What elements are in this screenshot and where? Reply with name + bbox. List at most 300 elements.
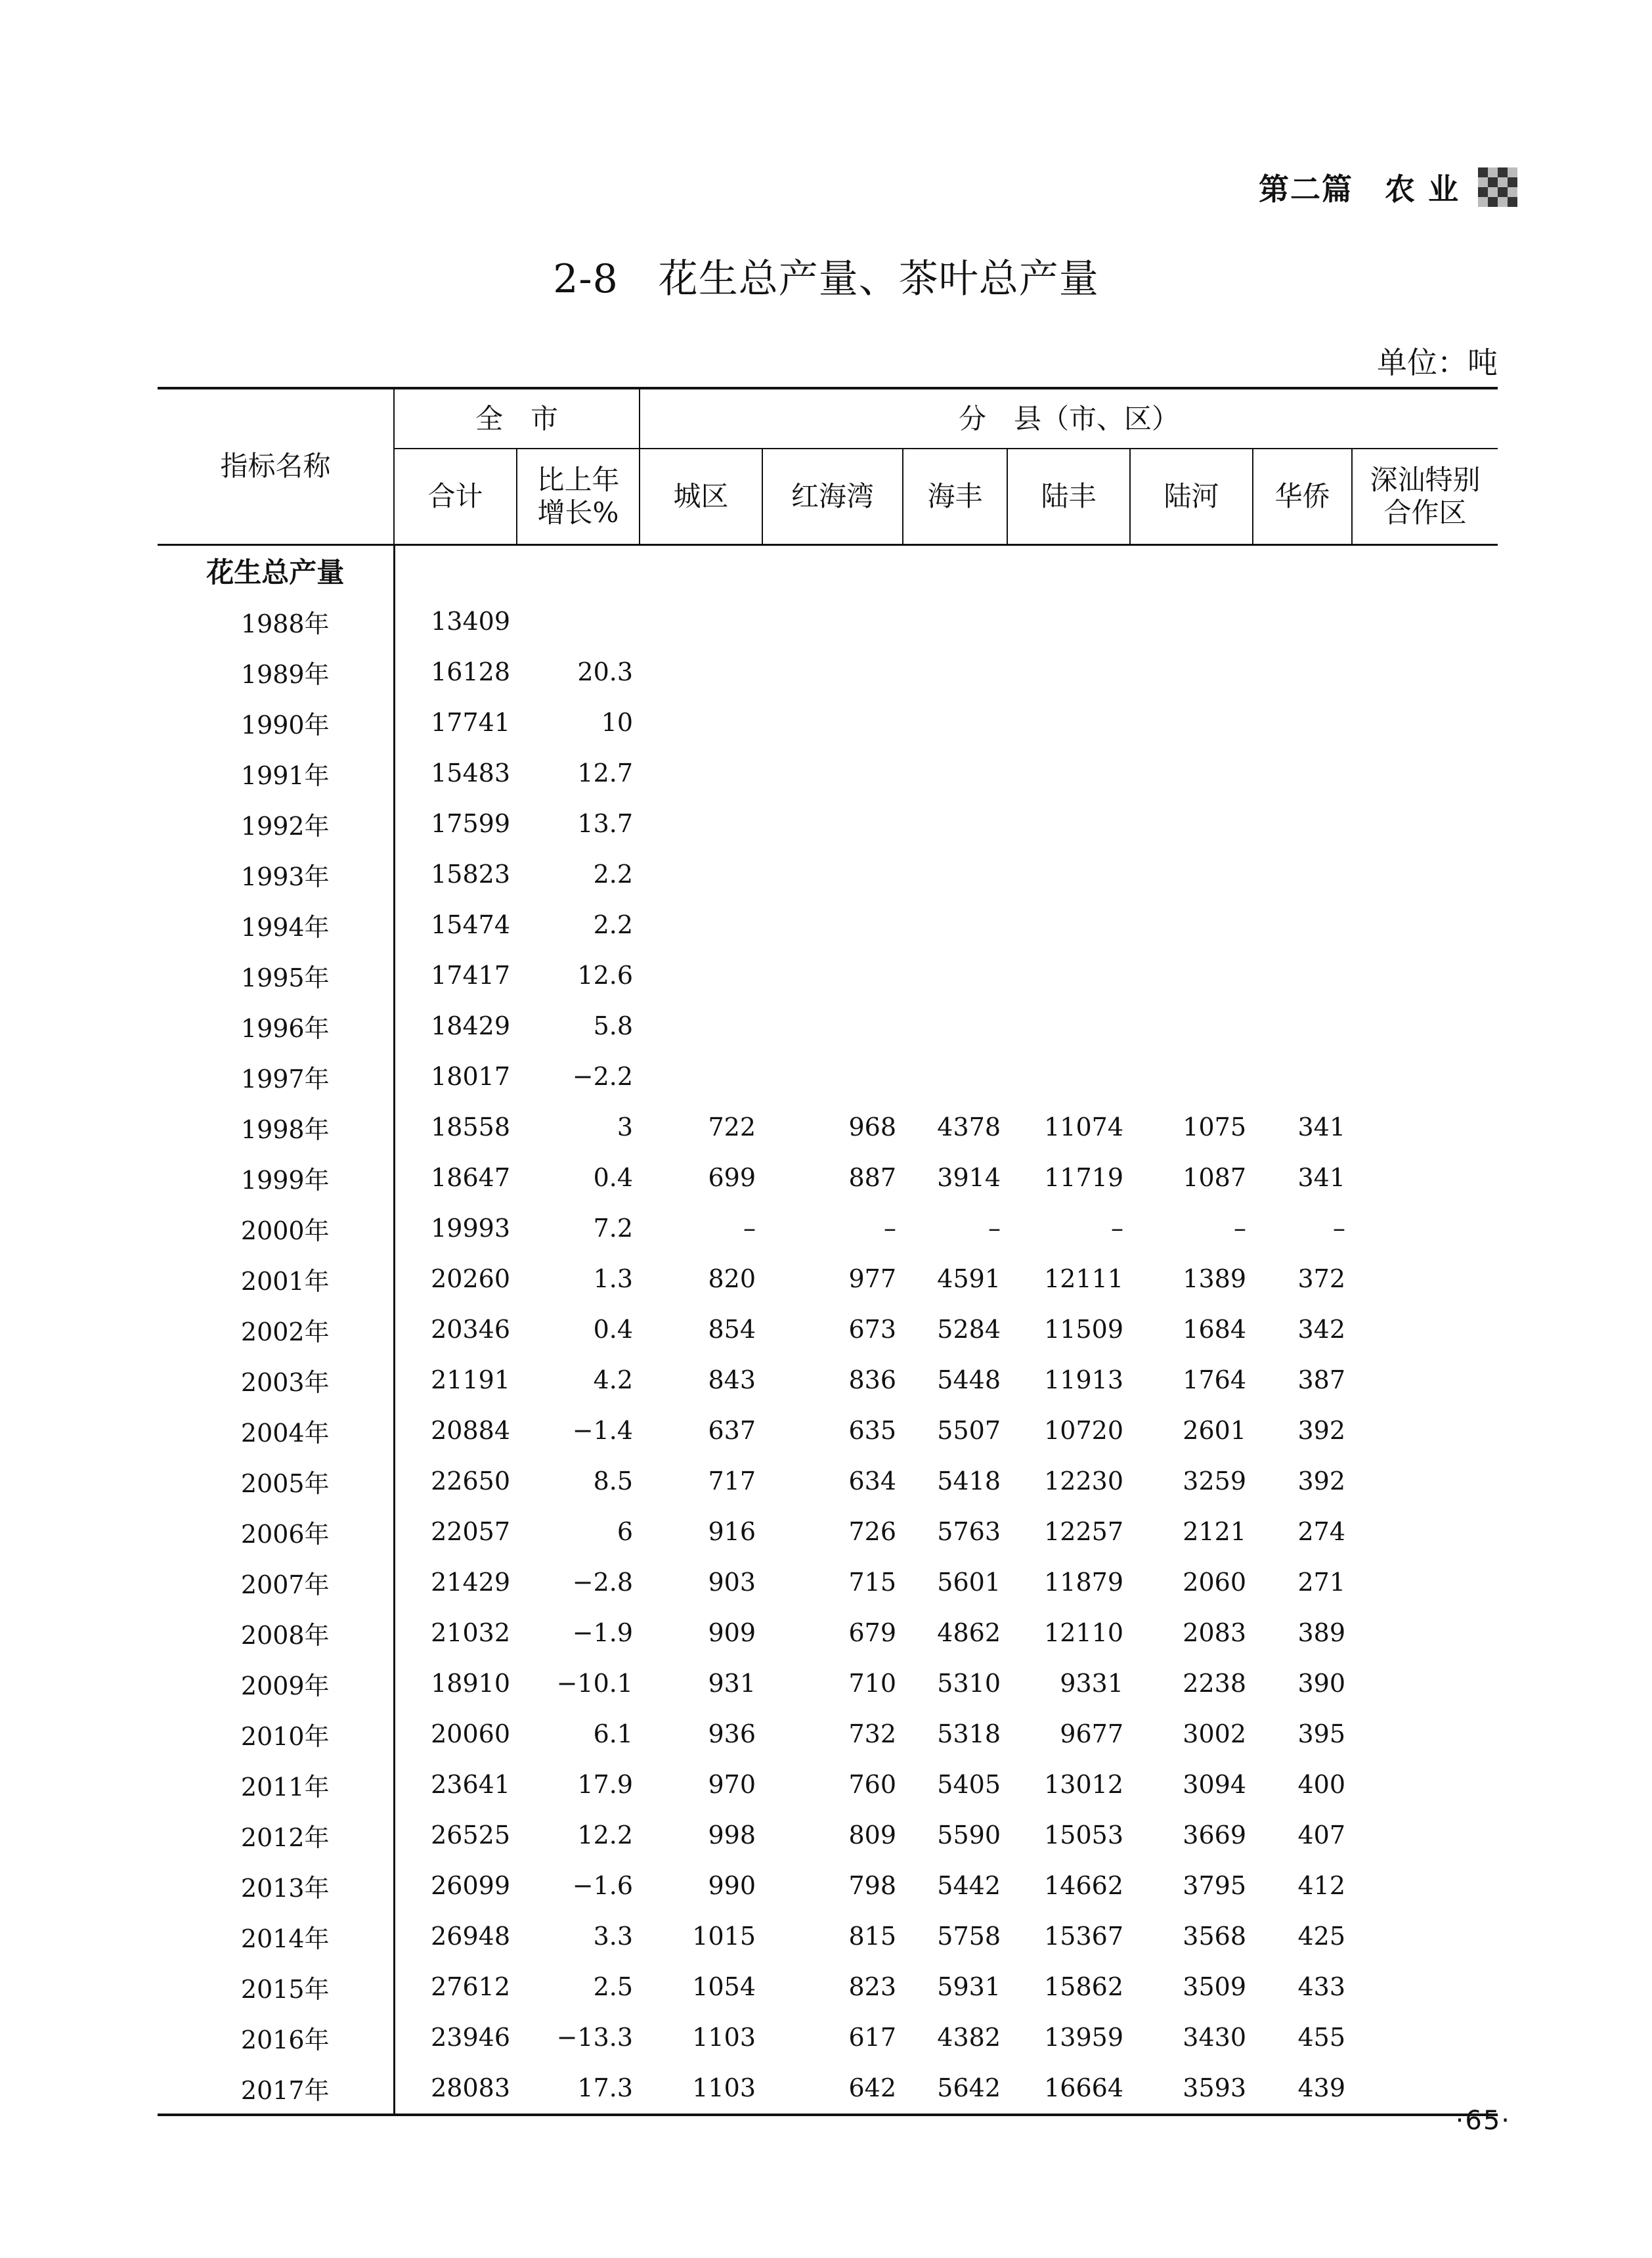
row-year: 1998年 <box>158 1102 394 1153</box>
cell-huaqiao <box>1253 1052 1352 1102</box>
cell-lufeng <box>1007 596 1130 647</box>
cell-honghaiwan <box>762 596 903 647</box>
cell-chengqu: 1103 <box>692 2073 756 2102</box>
cell-total: 28083 <box>431 2073 510 2102</box>
cell-shenshan <box>1352 1962 1498 2012</box>
cell-chengqu: 717 <box>708 1467 756 1495</box>
cell-huaqiao <box>1253 849 1352 900</box>
cell-chengqu: 843 <box>708 1365 756 1394</box>
cell-growth: −2.8 <box>572 1568 634 1597</box>
cell-honghaiwan <box>762 1001 903 1052</box>
cell-chengqu <box>640 1052 762 1102</box>
cell-growth: 2.2 <box>593 860 634 889</box>
cell-luhe: 1087 <box>1183 1163 1247 1192</box>
table-row <box>158 647 1498 697</box>
row-year: 2011年 <box>158 1760 394 1810</box>
cell-honghaiwan <box>762 900 903 950</box>
checker-ornament-icon <box>1478 167 1517 207</box>
cell-shenshan <box>1352 1861 1498 1911</box>
cell-huaqiao <box>1253 900 1352 950</box>
cell-luhe <box>1130 1052 1253 1102</box>
cell-shenshan <box>1352 1254 1498 1304</box>
cell-lufeng <box>1007 748 1130 799</box>
cell-honghaiwan <box>762 748 903 799</box>
cell-honghaiwan: 673 <box>848 1315 897 1344</box>
cell-growth: −10.1 <box>556 1669 634 1698</box>
cell-huaqiao: 342 <box>1297 1315 1346 1344</box>
row-year: 1996年 <box>158 1001 394 1052</box>
cell-total: 17599 <box>431 809 510 838</box>
cell-growth: −13.3 <box>556 2023 634 2052</box>
cell-growth: 8.5 <box>593 1467 634 1495</box>
cell-honghaiwan: 887 <box>848 1163 897 1192</box>
cell-shenshan <box>1352 1658 1498 1709</box>
table-row <box>158 1052 1498 1102</box>
row-year: 1995年 <box>158 950 394 1001</box>
table-row <box>158 2063 1498 2115</box>
cell-huaqiao: 392 <box>1297 1467 1346 1495</box>
cell-chengqu <box>640 799 762 849</box>
cell-lufeng: 11509 <box>1044 1315 1124 1344</box>
cell-shenshan <box>1352 647 1498 697</box>
cell-honghaiwan: 968 <box>848 1113 897 1141</box>
row-year: 1999年 <box>158 1153 394 1203</box>
cell-chengqu: 1054 <box>692 1972 756 2001</box>
cell-huaqiao: 392 <box>1297 1416 1346 1445</box>
cell-chengqu <box>640 748 762 799</box>
header-col-haifeng: 海丰 <box>903 449 1007 544</box>
cell-haifeng <box>903 647 1007 697</box>
cell-haifeng: 5405 <box>937 1770 1001 1799</box>
cell-growth: 20.3 <box>577 657 634 686</box>
cell-chengqu <box>640 647 762 697</box>
cell-growth: 12.7 <box>577 759 634 787</box>
cell-total: 21032 <box>431 1618 510 1647</box>
table-row <box>158 1102 1498 1153</box>
cell-luhe: 3002 <box>1183 1719 1247 1748</box>
table-row <box>158 900 1498 950</box>
cell-luhe: 2238 <box>1183 1669 1247 1698</box>
cell-growth: 4.2 <box>593 1365 634 1394</box>
cell-chengqu: 998 <box>708 1821 756 1849</box>
row-year: 1988年 <box>158 596 394 647</box>
cell-shenshan <box>1352 1203 1498 1254</box>
cell-lufeng: 12257 <box>1044 1517 1124 1546</box>
row-year: 2014年 <box>158 1911 394 1962</box>
cell-chengqu <box>640 900 762 950</box>
cell-lufeng: 15053 <box>1044 1821 1124 1849</box>
cell-lufeng: 12110 <box>1044 1618 1124 1647</box>
cell-luhe: 1684 <box>1183 1315 1247 1344</box>
cell-haifeng: 5763 <box>937 1517 1001 1546</box>
cell-honghaiwan: 823 <box>848 1972 897 2001</box>
row-year: 2010年 <box>158 1709 394 1760</box>
row-year: 2012年 <box>158 1810 394 1861</box>
table-row <box>158 596 1498 647</box>
cell-chengqu: 854 <box>708 1315 756 1344</box>
cell-total: 20260 <box>431 1264 510 1293</box>
cell-shenshan <box>1352 697 1498 748</box>
cell-shenshan <box>1352 1810 1498 1861</box>
cell-shenshan <box>1352 1355 1498 1406</box>
table-row <box>158 1911 1498 1962</box>
cell-total: 18429 <box>431 1011 510 1040</box>
cell-total: 21191 <box>431 1365 510 1394</box>
cell-shenshan <box>1352 1052 1498 1102</box>
table-row <box>158 1962 1498 2012</box>
cell-huaqiao: 455 <box>1297 2023 1346 2052</box>
cell-chengqu: – <box>743 1214 756 1243</box>
cell-growth: 17.3 <box>577 2073 634 2102</box>
table-row <box>158 1355 1498 1406</box>
cell-haifeng <box>903 748 1007 799</box>
table-row <box>158 1254 1498 1304</box>
cell-huaqiao: 372 <box>1297 1264 1346 1293</box>
cell-total: 20346 <box>431 1315 510 1344</box>
table-row <box>158 697 1498 748</box>
cell-haifeng <box>903 1001 1007 1052</box>
cell-total: 18558 <box>431 1113 510 1141</box>
cell-huaqiao: 433 <box>1297 1972 1346 2001</box>
table-row <box>158 1153 1498 1203</box>
cell-luhe: – <box>1234 1214 1247 1243</box>
cell-chengqu <box>640 697 762 748</box>
cell-growth: −2.2 <box>572 1062 634 1091</box>
cell-total: 23946 <box>431 2023 510 2052</box>
cell-shenshan <box>1352 1507 1498 1557</box>
cell-huaqiao: 274 <box>1297 1517 1346 1546</box>
cell-total: 23641 <box>431 1770 510 1799</box>
cell-haifeng: – <box>988 1214 1001 1243</box>
table-row <box>158 2012 1498 2063</box>
cell-huaqiao <box>1253 799 1352 849</box>
cell-honghaiwan: 679 <box>848 1618 897 1647</box>
cell-lufeng: 11074 <box>1044 1113 1124 1141</box>
cell-lufeng <box>1007 799 1130 849</box>
cell-chengqu: 1103 <box>692 2023 756 2052</box>
cell-honghaiwan <box>762 647 903 697</box>
cell-haifeng: 4378 <box>937 1113 1001 1141</box>
cell-growth: 3 <box>617 1113 634 1141</box>
cell-luhe: 2121 <box>1183 1517 1247 1546</box>
header-total: 合计 <box>394 449 517 544</box>
cell-huaqiao: 341 <box>1297 1113 1346 1141</box>
cell-haifeng: 5448 <box>937 1365 1001 1394</box>
cell-shenshan <box>1352 799 1498 849</box>
cell-huaqiao: 389 <box>1297 1618 1346 1647</box>
cell-luhe: 1764 <box>1183 1365 1247 1394</box>
cell-haifeng: 3914 <box>937 1163 1001 1192</box>
cell-luhe <box>1130 1001 1253 1052</box>
cell-haifeng: 5601 <box>937 1568 1001 1597</box>
row-year: 2008年 <box>158 1608 394 1658</box>
cell-chengqu <box>640 849 762 900</box>
cell-honghaiwan: 634 <box>848 1467 897 1495</box>
cell-haifeng: 5318 <box>937 1719 1001 1748</box>
cell-luhe <box>1130 596 1253 647</box>
row-year: 2004年 <box>158 1406 394 1456</box>
cell-chengqu <box>640 950 762 1001</box>
chapter-heading <box>1259 164 1517 210</box>
cell-chengqu: 1015 <box>692 1922 756 1951</box>
cell-haifeng: 5284 <box>937 1315 1001 1344</box>
cell-growth: 13.7 <box>577 809 634 838</box>
cell-haifeng <box>903 900 1007 950</box>
cell-lufeng: 9677 <box>1060 1719 1124 1748</box>
cell-huaqiao: 412 <box>1297 1871 1346 1900</box>
cell-shenshan <box>1352 596 1498 647</box>
cell-growth: 7.2 <box>593 1214 634 1243</box>
cell-total: 15474 <box>431 910 510 939</box>
cell-huaqiao: 407 <box>1297 1821 1346 1849</box>
cell-lufeng <box>1007 950 1130 1001</box>
cell-luhe <box>1130 748 1253 799</box>
cell-huaqiao: 390 <box>1297 1669 1346 1698</box>
cell-luhe: 3430 <box>1183 2023 1247 2052</box>
cell-honghaiwan: 809 <box>848 1821 897 1849</box>
cell-huaqiao <box>1253 647 1352 697</box>
cell-lufeng: 9331 <box>1060 1669 1124 1698</box>
cell-lufeng <box>1007 900 1130 950</box>
cell-lufeng <box>1007 849 1130 900</box>
cell-honghaiwan: 617 <box>848 2023 897 2052</box>
cell-total: 18647 <box>431 1163 510 1192</box>
cell-haifeng: 5507 <box>937 1416 1001 1445</box>
row-year: 2013年 <box>158 1861 394 1911</box>
cell-chengqu: 722 <box>708 1113 756 1141</box>
table-title: 2-8 花生总产量、茶叶总产量 <box>553 256 1099 302</box>
cell-honghaiwan: 726 <box>848 1517 897 1546</box>
row-year: 1992年 <box>158 799 394 849</box>
header-col-luhe: 陆河 <box>1130 449 1253 544</box>
table-row <box>158 1861 1498 1911</box>
cell-lufeng: – <box>1111 1214 1124 1243</box>
cell-total: 27612 <box>431 1972 510 2001</box>
row-year: 1989年 <box>158 647 394 697</box>
cell-honghaiwan: 760 <box>848 1770 897 1799</box>
cell-growth: 2.2 <box>593 910 634 939</box>
row-year: 1994年 <box>158 900 394 950</box>
cell-luhe: 2083 <box>1183 1618 1247 1647</box>
cell-growth: 12.6 <box>577 961 634 990</box>
cell-luhe: 3094 <box>1183 1770 1247 1799</box>
cell-growth: −1.9 <box>572 1618 634 1647</box>
table-row <box>158 1557 1498 1608</box>
cell-honghaiwan: 798 <box>848 1871 897 1900</box>
table-row <box>158 1507 1498 1557</box>
row-year: 2009年 <box>158 1658 394 1709</box>
cell-huaqiao: 425 <box>1297 1922 1346 1951</box>
chapter-topic: 农 业 <box>1384 171 1460 207</box>
cell-honghaiwan: 977 <box>848 1264 897 1293</box>
cell-luhe <box>1130 849 1253 900</box>
cell-chengqu: 903 <box>708 1568 756 1597</box>
cell-haifeng <box>903 1052 1007 1102</box>
cell-growth: 5.8 <box>593 1011 634 1040</box>
table-row <box>158 799 1498 849</box>
cell-shenshan <box>1352 1456 1498 1507</box>
cell-luhe <box>1130 900 1253 950</box>
cell-haifeng <box>903 697 1007 748</box>
cell-chengqu: 637 <box>708 1416 756 1445</box>
cell-lufeng <box>1007 647 1130 697</box>
cell-total: 17741 <box>431 708 510 737</box>
cell-chengqu: 970 <box>708 1770 756 1799</box>
cell-shenshan <box>1352 1153 1498 1203</box>
cell-honghaiwan <box>762 1052 903 1102</box>
header-col-lufeng: 陆丰 <box>1007 449 1130 544</box>
row-year: 2016年 <box>158 2012 394 2063</box>
cell-chengqu: 820 <box>708 1264 756 1293</box>
table-row <box>158 748 1498 799</box>
cell-chengqu: 936 <box>708 1719 756 1748</box>
cell-total: 19993 <box>431 1214 510 1243</box>
table-row <box>158 1406 1498 1456</box>
cell-chengqu: 909 <box>708 1618 756 1647</box>
cell-chengqu <box>640 1001 762 1052</box>
cell-lufeng <box>1007 1001 1130 1052</box>
cell-total: 18910 <box>431 1669 510 1698</box>
cell-honghaiwan: 642 <box>848 2073 897 2102</box>
cell-luhe: 2601 <box>1183 1416 1247 1445</box>
cell-lufeng: 16664 <box>1044 2073 1124 2102</box>
row-year: 2003年 <box>158 1355 394 1406</box>
table-row <box>158 950 1498 1001</box>
cell-haifeng: 5418 <box>937 1467 1001 1495</box>
cell-luhe: 3593 <box>1183 2073 1247 2102</box>
cell-haifeng: 5310 <box>937 1669 1001 1698</box>
row-year: 2002年 <box>158 1304 394 1355</box>
cell-luhe: 3509 <box>1183 1972 1247 2001</box>
cell-haifeng: 4591 <box>937 1264 1001 1293</box>
cell-honghaiwan: 710 <box>848 1669 897 1698</box>
cell-lufeng: 13959 <box>1044 2023 1124 2052</box>
cell-lufeng: 15367 <box>1044 1922 1124 1951</box>
cell-luhe: 1389 <box>1183 1264 1247 1293</box>
row-year: 2007年 <box>158 1557 394 1608</box>
cell-honghaiwan: 732 <box>848 1719 897 1748</box>
cell-luhe: 3669 <box>1183 1821 1247 1849</box>
page-number: ·65· <box>1455 2106 1511 2136</box>
cell-shenshan <box>1352 849 1498 900</box>
cell-lufeng: 13012 <box>1044 1770 1124 1799</box>
cell-growth <box>517 596 640 647</box>
header-col-shenshan: 深汕特别合作区 <box>1352 449 1498 544</box>
header-col-huaqiao: 华侨 <box>1253 449 1352 544</box>
cell-total: 13409 <box>431 607 510 636</box>
data-table <box>158 387 1498 2116</box>
cell-total: 15483 <box>431 759 510 787</box>
cell-chengqu: 931 <box>708 1669 756 1698</box>
cell-chengqu: 699 <box>708 1163 756 1192</box>
cell-lufeng: 11879 <box>1044 1568 1124 1597</box>
cell-haifeng: 5442 <box>937 1871 1001 1900</box>
cell-honghaiwan <box>762 950 903 1001</box>
cell-lufeng: 10720 <box>1044 1416 1124 1445</box>
cell-luhe: 3568 <box>1183 1922 1247 1951</box>
row-year: 2015年 <box>158 1962 394 2012</box>
cell-haifeng <box>903 799 1007 849</box>
table-row <box>158 849 1498 900</box>
cell-haifeng: 5590 <box>937 1821 1001 1849</box>
cell-haifeng: 5642 <box>937 2073 1001 2102</box>
cell-luhe <box>1130 799 1253 849</box>
unit-label: 单位：吨 <box>1377 345 1498 380</box>
cell-growth: 6 <box>617 1517 634 1546</box>
cell-shenshan <box>1352 1557 1498 1608</box>
row-year: 1990年 <box>158 697 394 748</box>
cell-haifeng: 4382 <box>937 2023 1001 2052</box>
cell-luhe <box>1130 950 1253 1001</box>
cell-total: 15823 <box>431 860 510 889</box>
section-label: 花生总产量 <box>158 544 394 596</box>
cell-total: 22057 <box>431 1517 510 1546</box>
cell-honghaiwan: 815 <box>848 1922 897 1951</box>
row-year: 2017年 <box>158 2063 394 2115</box>
cell-chengqu: 990 <box>708 1871 756 1900</box>
cell-haifeng: 4862 <box>937 1618 1001 1647</box>
cell-total: 26948 <box>431 1922 510 1951</box>
cell-total: 22650 <box>431 1467 510 1495</box>
cell-honghaiwan <box>762 799 903 849</box>
header-col-honghaiwan: 红海湾 <box>762 449 903 544</box>
cell-honghaiwan: 715 <box>848 1568 897 1597</box>
cell-honghaiwan <box>762 697 903 748</box>
cell-shenshan <box>1352 900 1498 950</box>
cell-lufeng <box>1007 1052 1130 1102</box>
cell-luhe <box>1130 697 1253 748</box>
cell-total: 20884 <box>431 1416 510 1445</box>
table-row <box>158 1608 1498 1658</box>
cell-growth: 2.5 <box>593 1972 634 2001</box>
cell-shenshan <box>1352 1102 1498 1153</box>
cell-lufeng: 11913 <box>1044 1365 1124 1394</box>
row-year: 2006年 <box>158 1507 394 1557</box>
cell-growth: 0.4 <box>593 1315 634 1344</box>
table-row <box>158 1658 1498 1709</box>
cell-growth: 6.1 <box>593 1719 634 1748</box>
cell-lufeng: 14662 <box>1044 1871 1124 1900</box>
row-year: 2005年 <box>158 1456 394 1507</box>
row-year: 2000年 <box>158 1203 394 1254</box>
cell-lufeng: 12111 <box>1044 1264 1124 1293</box>
cell-total: 18017 <box>431 1062 510 1091</box>
header-county-group: 分 县（市、区） <box>640 388 1498 449</box>
cell-haifeng <box>903 849 1007 900</box>
cell-luhe: 3795 <box>1183 1871 1247 1900</box>
cell-lufeng: 12230 <box>1044 1467 1124 1495</box>
cell-haifeng: 5931 <box>937 1972 1001 2001</box>
cell-honghaiwan <box>762 849 903 900</box>
cell-luhe <box>1130 647 1253 697</box>
table-row <box>158 1456 1498 1507</box>
cell-total: 17417 <box>431 961 510 990</box>
cell-shenshan <box>1352 1304 1498 1355</box>
cell-growth: −1.4 <box>572 1416 634 1445</box>
header-indicator: 指标名称 <box>158 388 394 544</box>
cell-shenshan <box>1352 950 1498 1001</box>
table-row <box>158 1709 1498 1760</box>
cell-huaqiao <box>1253 697 1352 748</box>
cell-shenshan <box>1352 1608 1498 1658</box>
cell-huaqiao: 341 <box>1297 1163 1346 1192</box>
cell-luhe: 1075 <box>1183 1113 1247 1141</box>
cell-honghaiwan: 635 <box>848 1416 897 1445</box>
row-year: 1993年 <box>158 849 394 900</box>
cell-huaqiao: 439 <box>1297 2073 1346 2102</box>
cell-lufeng <box>1007 697 1130 748</box>
cell-haifeng <box>903 950 1007 1001</box>
